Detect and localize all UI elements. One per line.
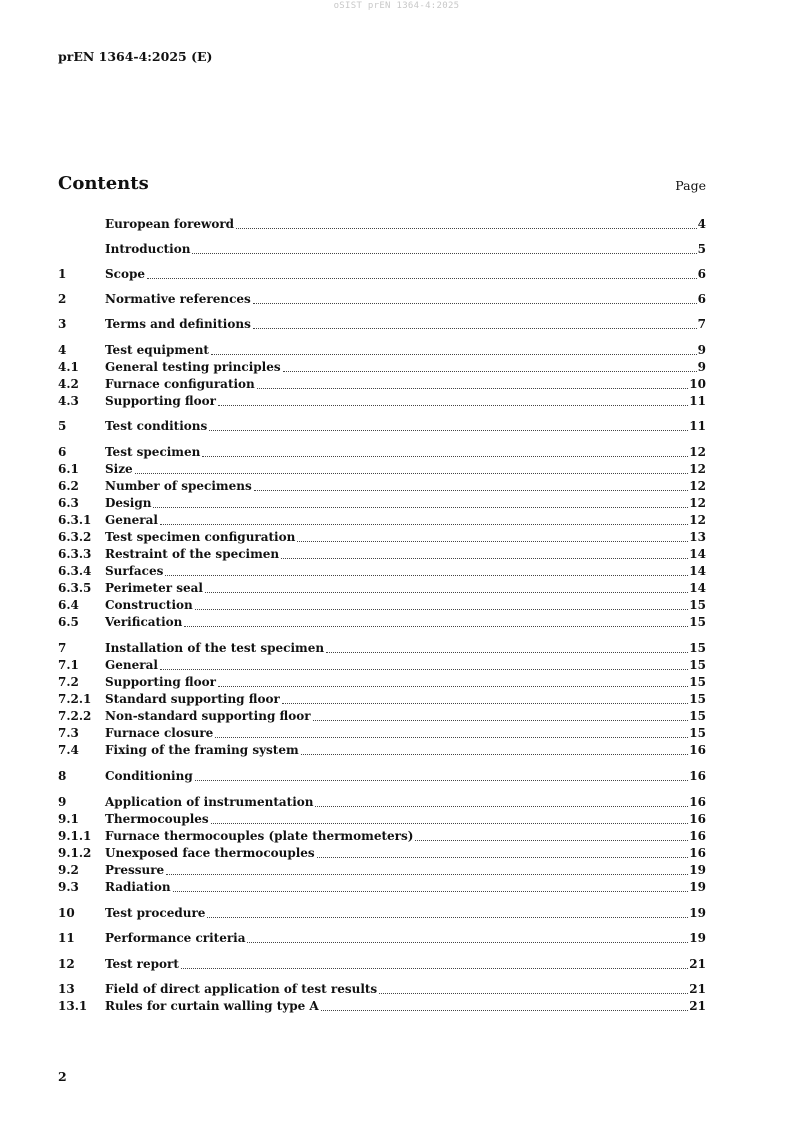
- toc-dot-leader: [184, 626, 688, 627]
- toc-entry[interactable]: [58, 547, 706, 562]
- toc-entry-title: Supporting floor: [105, 394, 216, 408]
- toc-entry-page: 4: [697, 217, 706, 231]
- toc-entry-number: 6: [58, 445, 67, 459]
- toc-entry-number: 7.2.1: [58, 692, 92, 706]
- toc-entry-title: Supporting floor: [105, 675, 216, 689]
- toc-entry-number: 9.1.2: [58, 846, 92, 860]
- toc-dot-leader: [281, 558, 688, 559]
- toc-entry-number: 6.1: [58, 462, 79, 476]
- page-column-label: Page: [675, 178, 706, 193]
- toc-dot-leader: [218, 405, 688, 406]
- toc-entry-page: 12: [689, 479, 706, 493]
- toc-entry-page: 15: [689, 709, 706, 723]
- toc-entry-number: 6.3.4: [58, 564, 92, 578]
- toc-dot-leader: [282, 703, 688, 704]
- toc-entry-number: 7.3: [58, 726, 79, 740]
- toc-entry[interactable]: [58, 658, 706, 673]
- toc-entry-number: 6.5: [58, 615, 79, 629]
- toc-entry-page: 13: [689, 530, 706, 544]
- toc-dot-leader: [313, 720, 689, 721]
- toc-dot-leader: [254, 490, 689, 491]
- toc-entry[interactable]: [58, 615, 706, 630]
- toc-entry-title: Fixing of the framing system: [105, 743, 299, 757]
- toc-entry-page: 16: [689, 743, 706, 757]
- toc-dot-leader: [173, 891, 689, 892]
- toc-entry[interactable]: [58, 377, 706, 392]
- toc-entry[interactable]: [58, 675, 706, 690]
- toc-entry-page: 12: [689, 496, 706, 510]
- toc-dot-leader: [209, 430, 688, 431]
- toc-dot-leader: [211, 354, 697, 355]
- toc-dot-leader: [147, 278, 697, 279]
- toc-entry-number: 4.2: [58, 377, 79, 391]
- toc-entry[interactable]: [58, 462, 706, 477]
- toc-dot-leader: [202, 456, 688, 457]
- toc-entry-title: Test specimen configuration: [105, 530, 296, 544]
- toc-entry[interactable]: [58, 581, 706, 596]
- toc-entry[interactable]: [58, 957, 706, 972]
- toc-dot-leader: [160, 669, 688, 670]
- toc-entry[interactable]: [58, 999, 706, 1014]
- toc-entry[interactable]: [58, 360, 706, 375]
- toc-entry-page: 5: [697, 242, 706, 256]
- toc-entry-title: Size: [105, 462, 133, 476]
- toc-entry-page: 19: [689, 906, 706, 920]
- toc-entry[interactable]: [58, 812, 706, 827]
- toc-entry-number: 3: [58, 317, 67, 331]
- document-id: prEN 1364-4:2025 (E): [58, 49, 213, 64]
- toc-entry-page: 14: [689, 547, 706, 561]
- toc-entry[interactable]: [58, 513, 706, 528]
- toc-entry-title: Test conditions: [105, 419, 208, 433]
- toc-entry-page: 12: [689, 513, 706, 527]
- toc-entry-title: Standard supporting floor: [105, 692, 280, 706]
- toc-entry-title: Perimeter seal: [105, 581, 203, 595]
- toc-entry-title: Normative references: [105, 292, 251, 306]
- toc-entry-page: 16: [689, 846, 706, 860]
- toc-entry[interactable]: [58, 931, 706, 946]
- toc-entry-number: 7: [58, 641, 67, 655]
- toc-entry[interactable]: [58, 709, 706, 724]
- toc-entry-page: 21: [689, 999, 706, 1013]
- toc-dot-leader: [218, 686, 688, 687]
- toc-entry-title: Test specimen: [105, 445, 201, 459]
- toc-entry-page: 15: [689, 641, 706, 655]
- toc-entry-page: 15: [689, 615, 706, 629]
- page-number: 2: [58, 1069, 67, 1084]
- toc-entry-page: 6: [697, 267, 706, 281]
- toc-entry-page: 9: [697, 343, 706, 357]
- toc-entry-number: 9.1: [58, 812, 79, 826]
- toc-entry-title: Furnace closure: [105, 726, 214, 740]
- toc-entry-number: 4.1: [58, 360, 79, 374]
- toc-entry-title: European foreword: [105, 217, 235, 231]
- toc-entry-number: 7.1: [58, 658, 79, 672]
- toc-entry-page: 12: [689, 445, 706, 459]
- toc-dot-leader: [326, 652, 688, 653]
- toc-entry-title: Pressure: [105, 863, 165, 877]
- toc-entry[interactable]: [58, 743, 706, 758]
- toc-entry-page: 6: [697, 292, 706, 306]
- toc-entry-page: 16: [689, 829, 706, 843]
- toc-dot-leader: [297, 541, 688, 542]
- toc-entry[interactable]: [58, 445, 706, 460]
- toc-entry-title: Test equipment: [105, 343, 209, 357]
- toc-entry-number: 8: [58, 769, 67, 783]
- toc-dot-leader: [211, 823, 689, 824]
- toc-dot-leader: [195, 780, 689, 781]
- toc-dot-leader: [207, 917, 688, 918]
- toc-entry-title: Performance criteria: [105, 931, 246, 945]
- toc-entry-number: 6.4: [58, 598, 79, 612]
- toc-entry[interactable]: [58, 267, 706, 282]
- toc-entry-page: 15: [689, 658, 706, 672]
- toc-entry-title: Radiation: [105, 880, 171, 894]
- toc-entry[interactable]: [58, 292, 706, 307]
- toc-entry-title: Installation of the test specimen: [105, 641, 325, 655]
- toc-entry-number: 9: [58, 795, 67, 809]
- toc-entry-page: 10: [689, 377, 706, 391]
- toc-entry-title: Rules for curtain walling type A: [105, 999, 319, 1013]
- toc-entry-number: 6.3.2: [58, 530, 92, 544]
- toc-entry-number: 13.1: [58, 999, 88, 1013]
- toc-entry-number: 7.4: [58, 743, 79, 757]
- toc-entry-page: 21: [689, 957, 706, 971]
- toc-entry-title: Construction: [105, 598, 193, 612]
- toc-entry-number: 6.3: [58, 496, 79, 510]
- toc-entry-title: Conditioning: [105, 769, 193, 783]
- toc-entry-title: Application of instrumentation: [105, 795, 314, 809]
- toc-entry[interactable]: [58, 795, 706, 810]
- toc-entry-page: 21: [689, 982, 706, 996]
- toc-entry[interactable]: [58, 343, 706, 358]
- toc-entry-title: Number of specimens: [105, 479, 252, 493]
- toc-dot-leader: [257, 388, 689, 389]
- toc-entry[interactable]: [58, 726, 706, 741]
- toc-entry-page: 16: [689, 769, 706, 783]
- toc-entry[interactable]: [58, 479, 706, 494]
- toc-entry-number: 6.3.3: [58, 547, 92, 561]
- toc-entry-title: Unexposed face thermocouples: [105, 846, 315, 860]
- toc-entry-number: 9.3: [58, 880, 79, 894]
- toc-entry-title: Design: [105, 496, 152, 510]
- toc-dot-leader: [153, 507, 688, 508]
- toc-entry-number: 1: [58, 267, 67, 281]
- toc-entry-page: 19: [689, 863, 706, 877]
- toc-entry[interactable]: [58, 530, 706, 545]
- toc-dot-leader: [236, 228, 697, 229]
- toc-entry-page: 19: [689, 931, 706, 945]
- toc-entry[interactable]: [58, 863, 706, 878]
- toc-entry-number: 6.3.5: [58, 581, 92, 595]
- toc-entry[interactable]: [58, 317, 706, 332]
- toc-entry[interactable]: [58, 982, 706, 997]
- toc-entry-page: 9: [697, 360, 706, 374]
- toc-entry-number: 6.3.1: [58, 513, 92, 527]
- toc-entry-page: 15: [689, 726, 706, 740]
- toc-entry-number: 2: [58, 292, 67, 306]
- toc-entry-title: Scope: [105, 267, 146, 281]
- toc-dot-leader: [415, 840, 688, 841]
- toc-entry[interactable]: [58, 880, 706, 895]
- toc-entry-number: 12: [58, 957, 75, 971]
- toc-entry-title: Test report: [105, 957, 179, 971]
- toc-entry[interactable]: [58, 641, 706, 656]
- toc-entry-page: 16: [689, 795, 706, 809]
- contents-title: Contents: [58, 173, 149, 194]
- toc-entry[interactable]: [58, 598, 706, 613]
- toc-dot-leader: [301, 754, 689, 755]
- toc-entry-title: Furnace thermocouples (plate thermometers): [105, 829, 414, 843]
- toc-entry-title: Introduction: [105, 242, 191, 256]
- toc-entry-title: Terms and definitions: [105, 317, 251, 331]
- toc-entry-page: 7: [697, 317, 706, 331]
- toc-entry[interactable]: [58, 496, 706, 511]
- toc-entry-number: 4: [58, 343, 67, 357]
- toc-entry-page: 12: [689, 462, 706, 476]
- toc-entry-page: 15: [689, 692, 706, 706]
- toc-entry[interactable]: [58, 217, 706, 232]
- toc-dot-leader: [379, 993, 688, 994]
- toc-entry-number: 6.2: [58, 479, 79, 493]
- toc-entry-page: 11: [689, 394, 706, 408]
- toc-dot-leader: [205, 592, 688, 593]
- toc-entry-page: 15: [689, 598, 706, 612]
- toc-entry[interactable]: [58, 419, 706, 434]
- toc-dot-leader: [135, 473, 689, 474]
- toc-entry[interactable]: [58, 769, 706, 784]
- toc-entry[interactable]: [58, 564, 706, 579]
- toc-entry[interactable]: [58, 242, 706, 257]
- toc-entry[interactable]: [58, 846, 706, 861]
- toc-entry-title: Verification: [105, 615, 183, 629]
- watermark: oSIST prEN 1364-4:2025: [333, 1, 460, 11]
- toc-entry[interactable]: [58, 829, 706, 844]
- toc-dot-leader: [166, 874, 688, 875]
- toc-dot-leader: [253, 303, 697, 304]
- toc-entry-title: Restraint of the specimen: [105, 547, 280, 561]
- toc-entry-title: Thermocouples: [105, 812, 209, 826]
- toc-entry-title: General: [105, 658, 158, 672]
- toc-dot-leader: [165, 575, 688, 576]
- toc-entry-number: 9.1.1: [58, 829, 92, 843]
- toc-dot-leader: [247, 942, 688, 943]
- toc-entry-page: 19: [689, 880, 706, 894]
- toc-entry-title: Field of direct application of test results: [105, 982, 378, 996]
- toc-dot-leader: [317, 857, 689, 858]
- toc-entry[interactable]: [58, 394, 706, 409]
- toc-dot-leader: [283, 371, 697, 372]
- toc-entry-number: 5: [58, 419, 67, 433]
- toc-entry-page: 11: [689, 419, 706, 433]
- toc-entry-title: Surfaces: [105, 564, 164, 578]
- toc-entry-title: General testing principles: [105, 360, 281, 374]
- toc-dot-leader: [315, 806, 688, 807]
- toc-entry[interactable]: [58, 906, 706, 921]
- toc-entry-title: Non-standard supporting floor: [105, 709, 311, 723]
- toc-entry-number: 10: [58, 906, 75, 920]
- toc-entry-page: 16: [689, 812, 706, 826]
- toc-entry-title: Furnace configuration: [105, 377, 255, 391]
- toc-dot-leader: [321, 1010, 689, 1011]
- toc-dot-leader: [195, 609, 689, 610]
- toc-entry[interactable]: [58, 692, 706, 707]
- toc-entry-number: 9.2: [58, 863, 79, 877]
- toc-entry-number: 11: [58, 931, 75, 945]
- toc-entry-number: 7.2.2: [58, 709, 92, 723]
- toc-entry-title: Test procedure: [105, 906, 206, 920]
- toc-dot-leader: [215, 737, 688, 738]
- toc-dot-leader: [192, 253, 696, 254]
- toc-entry-number: 7.2: [58, 675, 79, 689]
- toc-entry-number: 13: [58, 982, 75, 996]
- toc-dot-leader: [181, 968, 688, 969]
- toc-dot-leader: [253, 328, 697, 329]
- toc-dot-leader: [160, 524, 688, 525]
- toc-entry-title: General: [105, 513, 158, 527]
- toc-entry-page: 14: [689, 581, 706, 595]
- toc-entry-page: 14: [689, 564, 706, 578]
- toc-entry-page: 15: [689, 675, 706, 689]
- toc-entry-number: 4.3: [58, 394, 79, 408]
